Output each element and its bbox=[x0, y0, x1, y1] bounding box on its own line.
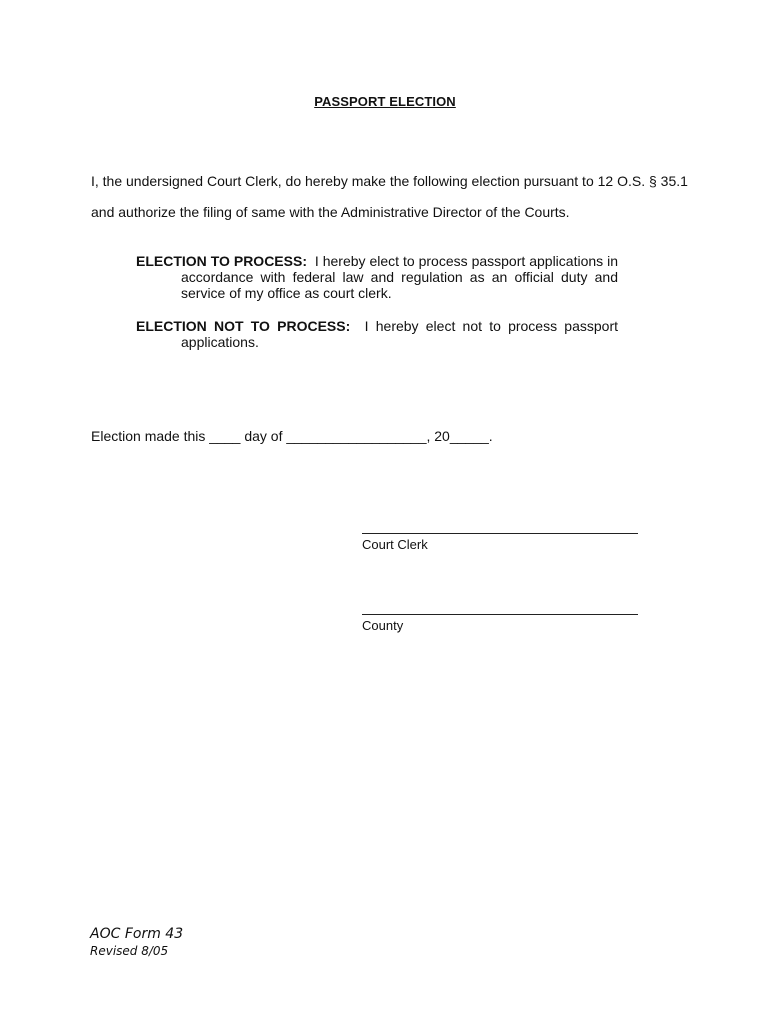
footer-revised-date: Revised 8/05 bbox=[90, 944, 169, 958]
election-to-process-text: I hereby elect to process passport applications in accordance with federal law and regulation as an official duty and service of my office as court clerk. bbox=[181, 253, 618, 301]
county-label: County bbox=[362, 618, 404, 633]
intro-line-1: I, the undersigned Court Clerk, do hereby make the following election pursuant to 12 O.S. § 35.1 bbox=[91, 173, 688, 189]
document-title: PASSPORT ELECTION bbox=[314, 94, 456, 109]
election-not-to-process-label: ELECTION NOT TO PROCESS: bbox=[136, 318, 351, 334]
election-not-to-process-text: I hereby elect not to process passport applications. bbox=[181, 318, 618, 350]
intro-line-2: and authorize the filing of same with the Administrative Director of the Courts. bbox=[91, 204, 570, 220]
county-signature-line bbox=[362, 614, 638, 615]
court-clerk-signature-line bbox=[362, 533, 638, 534]
footer-form-number: AOC Form 43 bbox=[90, 926, 184, 942]
election-to-process-label: ELECTION TO PROCESS: bbox=[136, 253, 307, 269]
election-not-to-process bbox=[136, 318, 618, 350]
election-to-process bbox=[136, 253, 618, 301]
court-clerk-label: Court Clerk bbox=[362, 537, 428, 552]
election-made-date-line: Election made this ____ day of __________________, 20_____. bbox=[91, 428, 493, 444]
